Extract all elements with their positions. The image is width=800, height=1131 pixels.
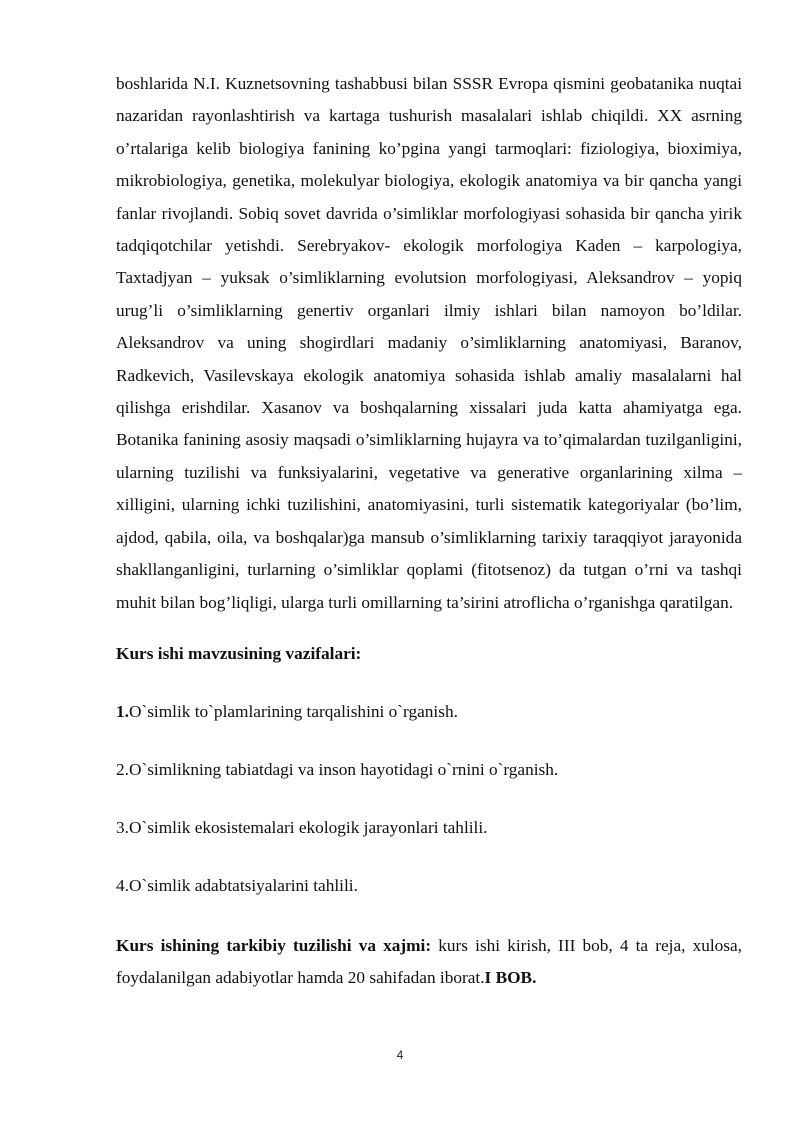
structure-label: Kurs ishining tarkibiy tuzilishi va xajmi: xyxy=(116,935,432,955)
task-text: O`simlik adabtatsiyalarini tahlili. xyxy=(128,875,358,895)
chapter-heading: I BOB. xyxy=(484,968,537,988)
structure-text: kurs ishi kirish, III bob, 4 ta reja, xulosa, foydalanilgan adabiyotlar hamda 20 sahifadan iborat. xyxy=(116,935,743,988)
task-number: 3. xyxy=(116,817,129,837)
task-item-3 xyxy=(116,814,742,842)
task-text: O`simlik ekosistemalari ekologik jarayonlari tahlili. xyxy=(128,817,488,837)
task-number: 4. xyxy=(116,875,129,895)
task-item-1 xyxy=(116,698,742,726)
task-number: 1. xyxy=(116,701,129,721)
task-item-4 xyxy=(116,872,742,900)
task-item-2 xyxy=(116,756,742,784)
page-number: 4 xyxy=(396,1048,404,1062)
structure-paragraph xyxy=(116,930,742,995)
task-text: O`simlik to`plamlarining tarqalishini o`rganish. xyxy=(128,701,458,721)
task-number: 2. xyxy=(116,759,129,779)
tasks-heading: Kurs ishi mavzusining vazifalari: xyxy=(116,643,362,663)
task-text: O`simlikning tabiatdagi va inson hayotidagi o`rnini o`rganish. xyxy=(128,759,559,779)
body-paragraph: boshlarida N.I. Kuznetsovning tashabbusi bilan SSSR Evropa qismini geobatanika nuqtai nazaridan rayonlashtirish va kartaga tushurish masalalari ishlab chiqildi. XX asrning o’rtalariga kelib biologiya fanining ko’pgina yangi tarmoqlari: fiziologiya, bioximiya, mikrobiologiya, genetika, molekulyar biologiya, ekologik anatomiya va bir qancha yangi fanlar rivojlandi. Sobiq sovet davrida o’simliklar morfologiyasi sohasida bir qancha yirik tadqiqotchilar yetishdi. Serebryakov- ekologik morfologiya Kaden – karpologiya, Taxtadjyan – yuksak o’simliklarning evolutsion morfologiyasi, Aleksandrov – yopiq urug’li o’simliklarning genertiv organlari ilmiy ishlari bilan namoyon bo’ldilar. Aleksandrov va uning shogirdlari madaniy o’simliklarning anatomiyasi, Baranov, Radkevich, Vasilevskaya ekologik anatomiya sohasida ishlab amaliy masalalarni hal qilishga erishdilar. Xasanov va boshqalarning xissalari juda katta ahamiyatga ega. Botanika fanining asosiy maqsadi o’simliklarning hujayra va to’qimalardan tuzilganligini, ularning tuzilishi va funksiyalarini, vegetative va generative organlarining xilma – xilligini, ularning ichki tuzilishini, anatomiyasini, turli sistematik kategoriyalar (bo’lim, ajdod, qabila, oila, va boshqalar)ga mansub o’simliklarning tarixiy taraqqiyot jarayonida shakllanganligini, turlarning o’simliklar qoplami (fitotsenoz) da tutgan o’rni va tashqi muhit bilan bog’liqligi, ularga turli omillarning ta’sirini atroflicha o’rganishga qaratilgan. xyxy=(116,74,742,612)
